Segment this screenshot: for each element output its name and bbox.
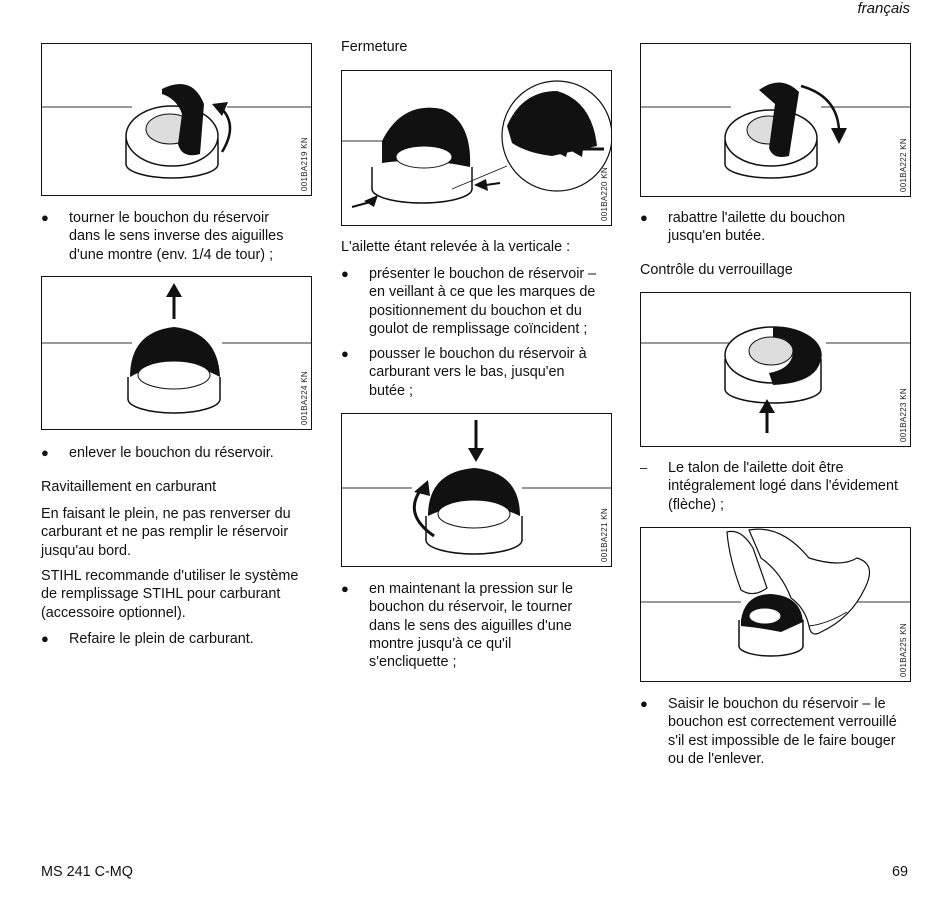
text-line: jusqu'en butée. <box>668 228 766 245</box>
text-line: positionnement du bouchon et du <box>369 302 582 319</box>
figure-code: 001BA224 KN <box>300 370 309 425</box>
figure-code: 001BA219 KN <box>300 136 309 191</box>
text-line: montre jusqu'à ce qu'il <box>369 635 512 652</box>
text-line: s'il est impossible de le faire bouger <box>668 732 896 749</box>
bullet-marker: ● <box>640 696 648 711</box>
bullet-marker: ● <box>41 631 49 646</box>
text-line: bouchon du réservoir, le tourner <box>369 599 573 616</box>
paragraph <box>41 505 321 560</box>
bullet-marker: ● <box>341 266 349 281</box>
figure-open-cap-turn <box>41 43 312 196</box>
cap-lift-illustration <box>42 277 312 430</box>
figure-code: 001BA225 KN <box>899 622 908 677</box>
text-line: dans le sens des aiguilles d'une <box>369 617 572 634</box>
model-name: MS 241 C-MQ <box>41 864 133 880</box>
cap-fit-illustration <box>342 71 612 226</box>
cap-press-turn-illustration <box>342 414 612 567</box>
figure-code: 001BA220 KN <box>600 166 609 221</box>
text-line: carburant et ne pas remplir le réservoir <box>41 524 289 541</box>
text-line: d'une montre (env. 1/4 de tour) ; <box>69 246 274 263</box>
figure-check-lock <box>640 292 911 447</box>
figure-press-turn-cap <box>341 413 612 567</box>
text-line: (accessoire optionnel). <box>41 604 186 621</box>
page-number: 69 <box>891 864 908 880</box>
cap-fold-tab-illustration <box>641 44 911 197</box>
text-line: présenter le bouchon de réservoir – <box>369 266 597 282</box>
text-line: dans le sens inverse des aiguilles <box>69 228 284 245</box>
hand-grab-cap-illustration <box>641 528 911 682</box>
text-line: de remplissage STIHL pour carburant <box>41 586 281 603</box>
text-line: Le talon de l'ailette doit être <box>668 460 844 476</box>
language-label: français <box>857 0 910 17</box>
dash-marker: – <box>640 460 648 475</box>
text-line: rabattre l'ailette du bouchon <box>668 210 846 226</box>
cap-lock-check-illustration <box>641 293 911 447</box>
figure-code: 001BA223 KN <box>899 387 908 442</box>
figure-code: 001BA222 KN <box>899 137 908 192</box>
paragraph <box>41 567 321 622</box>
bullet-marker: ● <box>640 210 648 225</box>
figure-remove-cap <box>41 276 312 430</box>
text-line: carburant vers le bas, jusqu'en <box>369 364 565 381</box>
text-line: Refaire le plein de carburant. <box>69 631 254 647</box>
text-line: butée ; <box>369 382 414 399</box>
bullet-marker: ● <box>41 210 49 225</box>
text-line: goulot de remplissage coïncident ; <box>369 320 588 337</box>
bullet-marker: ● <box>41 445 49 460</box>
bullet-marker: ● <box>341 346 349 361</box>
cap-turn-ccw-illustration <box>42 44 312 196</box>
text-line: en maintenant la pression sur le <box>369 581 573 597</box>
text-line: pousser le bouchon du réservoir à <box>369 346 587 362</box>
text-line: (flèche) ; <box>668 496 724 513</box>
text-line: jusqu'au bord. <box>41 542 131 559</box>
figure-code: 001BA221 KN <box>600 507 609 562</box>
text-line: bouchon est correctement verrouillé <box>668 714 897 731</box>
section-heading: Contrôle du verrouillage <box>640 262 793 278</box>
text-line: STIHL recommande d'utiliser le système <box>41 568 299 584</box>
text-line: tourner le bouchon du réservoir <box>69 210 269 226</box>
text-line: Saisir le bouchon du réservoir – le <box>668 696 886 712</box>
text-line: intégralement logé dans l'évidement <box>668 478 898 495</box>
figure-fit-cap <box>341 70 612 226</box>
intro-text: L'ailette étant relevée à la verticale : <box>341 239 571 255</box>
figure-grab-cap <box>640 527 911 682</box>
bullet-marker: ● <box>341 581 349 596</box>
text-line: enlever le bouchon du réservoir. <box>69 445 274 461</box>
section-heading: Ravitaillement en carburant <box>41 479 217 495</box>
text-line: En faisant le plein, ne pas renverser du <box>41 506 291 522</box>
figure-fold-tab <box>640 43 911 197</box>
text-line: en veillant à ce que les marques de <box>369 284 596 301</box>
section-heading: Fermeture <box>341 39 408 55</box>
text-line: ou de l'enlever. <box>668 750 765 767</box>
text-line: s'encliquette ; <box>369 654 457 671</box>
